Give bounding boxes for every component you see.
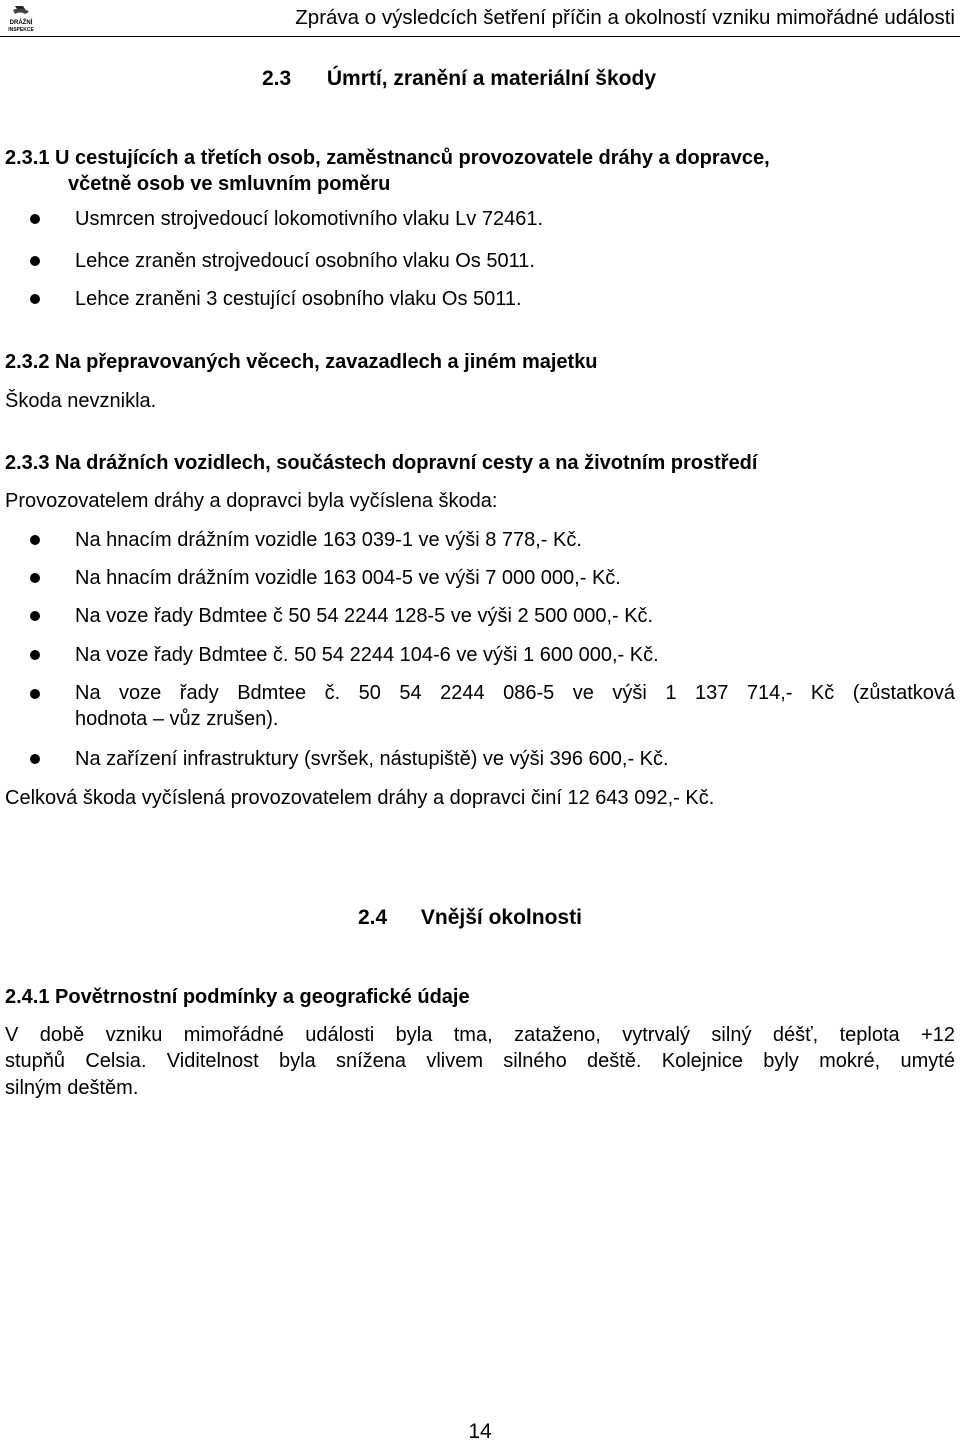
- list-item: Na hnacím drážním vozidle 163 004-5 ve výši 7 000 000,- Kč.: [75, 567, 621, 589]
- section-2-4-heading: [358, 905, 582, 931]
- section-title: U cestujících a třetích osob, zaměstnanců provozovatele dráhy a dopravce,: [55, 147, 770, 169]
- paragraph: Provozovatelem dráhy a dopravci byla vyčíslena škoda:: [5, 490, 498, 512]
- paragraph-line3: silným deštěm.: [5, 1077, 139, 1099]
- list-item: Usmrcen strojvedoucí lokomotivního vlaku Lv 72461.: [75, 208, 544, 230]
- section-number: 2.4.1: [5, 986, 50, 1008]
- bullet-icon: [30, 689, 40, 699]
- section-title: Povětrnostní podmínky a geografické údaje: [55, 986, 470, 1008]
- drazni-inspekce-logo: [3, 4, 39, 34]
- header-divider: [0, 36, 960, 37]
- section-number: 2.3.2: [5, 351, 50, 373]
- list-item: Na hnacím drážním vozidle 163 039-1 ve výši 8 778,- Kč.: [75, 529, 582, 551]
- paragraph-line2: stupňů Celsia. Viditelnost byla snížena vlivem silného deště. Kolejnice byly mokré, umyté: [5, 1050, 955, 1072]
- section-number: 2.4: [358, 906, 388, 929]
- bullet-icon: [30, 611, 40, 621]
- bullet-icon: [30, 573, 40, 583]
- section-2-3-2-heading: [5, 349, 598, 375]
- list-item-line1: Na voze řady Bdmtee č. 50 54 2244 086-5 ve výši 1 137 714,- Kč (zůstatková: [75, 682, 955, 704]
- document-title: Zpráva o výsledcích šetření příčin a okolností vzniku mimořádné události: [295, 6, 955, 29]
- section-title: Na drážních vozidlech, součástech dopravní cesty a na životním prostředí: [55, 452, 758, 474]
- list-item: Na zařízení infrastruktury (svršek, nástupiště) ve výši 396 600,- Kč.: [75, 748, 669, 770]
- bullet-icon: [30, 294, 40, 304]
- section-2-3-heading: [262, 66, 656, 92]
- page-number: 14: [468, 1420, 492, 1443]
- section-number: 2.3: [262, 67, 292, 90]
- page-header: [0, 0, 960, 38]
- bullet-icon: [30, 535, 40, 545]
- section-2-3-1-heading-line1: [5, 145, 770, 171]
- list-item: Lehce zraněn strojvedoucí osobního vlaku Os 5011.: [75, 250, 535, 272]
- section-2-4-1-heading: [5, 984, 470, 1010]
- bullet-icon: [30, 754, 40, 764]
- total-damage-text: Celková škoda vyčíslená provozovatelem dráhy a dopravci činí 12 643 092,- Kč.: [5, 787, 715, 809]
- list-item: Na voze řady Bdmtee č. 50 54 2244 104-6 ve výši 1 600 000,- Kč.: [75, 644, 659, 666]
- list-item: Na voze řady Bdmtee č 50 54 2244 128-5 ve výši 2 500 000,- Kč.: [75, 605, 654, 627]
- section-2-3-1-heading-line2: včetně osob ve smluvním poměru: [68, 173, 391, 195]
- section-number: 2.3.1: [5, 147, 50, 169]
- section-title: Na přepravovaných věcech, zavazadlech a jiném majetku: [55, 351, 598, 373]
- section-2-3-3-heading: [5, 450, 757, 476]
- list-item-line2: hodnota – vůz zrušen).: [75, 708, 279, 730]
- paragraph: Škoda nevznikla.: [5, 390, 157, 412]
- section-title: Úmrtí, zranění a materiální škody: [326, 67, 656, 90]
- list-item: Lehce zraněni 3 cestující osobního vlaku Os 5011.: [75, 288, 522, 310]
- bullet-icon: [30, 650, 40, 660]
- bullet-icon: [30, 256, 40, 266]
- svg-text:INSPEKCE: INSPEKCE: [8, 27, 34, 33]
- bullet-icon: [30, 214, 40, 224]
- svg-text:DRÁŽNÍ: DRÁŽNÍ: [9, 20, 33, 26]
- section-title: Vnější okolnosti: [420, 906, 582, 929]
- section-number: 2.3.3: [5, 452, 50, 474]
- paragraph-line1: V době vzniku mimořádné události byla tma, zataženo, vytrvalý silný déšť, teplota +12: [5, 1024, 955, 1046]
